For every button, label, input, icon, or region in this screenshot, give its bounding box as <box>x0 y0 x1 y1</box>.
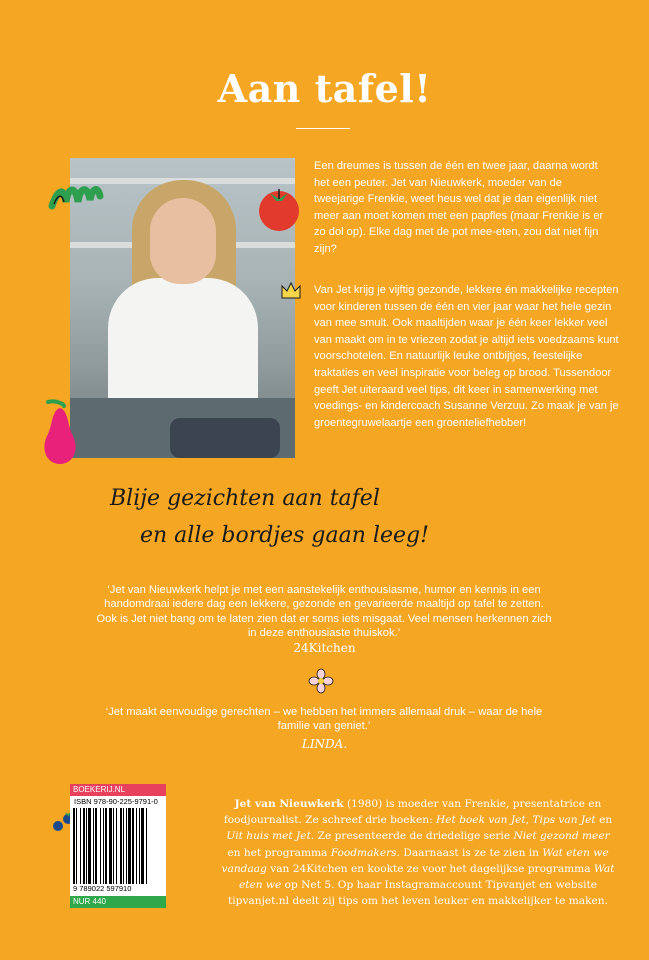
bio-show-title: Wat eten we vandaag <box>221 846 609 875</box>
publisher-band <box>70 784 166 796</box>
publisher-label: BOEKERIJ.NL <box>73 785 126 794</box>
barcode-number: 9 789022 597910 <box>73 884 132 893</box>
barcode <box>70 796 166 896</box>
nur-label: NUR 440 <box>73 897 106 906</box>
handwritten-line-2: en alle bordjes gaan leeg! <box>140 523 429 548</box>
bio-text: . Ze presenteerde de driedelige serie <box>310 830 514 843</box>
bio-text: . Daarnaast is ze te zien in <box>396 846 543 859</box>
bio-text: (1980) is moeder van Frenkie, presentatrice en foodjournalist. Ze schreef drie boeken: <box>223 798 602 827</box>
bio-text: op Net 5. Op haar Instagramaccount Tipvanjet en website tipvanjet.nl deelt zij tips om het leven leuker en makkelijker te maken. <box>228 879 608 908</box>
isbn-label: ISBN 978-90-225-9791-0 <box>74 797 158 806</box>
bio-book-title: Het boek van Jet <box>436 814 526 827</box>
bio-text: en het programma <box>227 846 331 859</box>
quote-source-linda: LINDA. <box>301 737 348 751</box>
tomato-icon <box>254 183 304 233</box>
author-bio <box>220 796 616 909</box>
title-divider <box>296 128 350 129</box>
quote-24kitchen: ‘Jet van Nieuwkerk helpt je met een aanstekelijk enthousiasme, humor en kennis in een handomdraai iedere dag een lekkere, gezonde en gevarieerde maaltijd op tafel te zetten. Ook is Jet niet bang om te laten zien dat er soms iets misgaat. Veel mensen herkennen zich in deze enthousiaste thuiskok.’ <box>96 584 552 639</box>
bio-show-title: Foodmakers <box>330 846 397 859</box>
crown-icon <box>280 280 302 300</box>
nur-band <box>70 896 166 908</box>
bio-book-title: Uit huis met Jet <box>226 830 311 843</box>
bio-show-title: Niet gezond meer <box>513 830 610 843</box>
intro-paragraph: Een dreumes is tussen de één en twee jaar, daarna wordt het een peuter. Jet van Nieuwkerk, moeder van de tweejarige Frenkie, weet heus wel dat je dan eigenlijk niet meer aan moet komen met een papfles (maar Frenkie is er zo dol op). Elke dag met de pot mee-eten, zou dat niet fijn zijn? <box>314 160 604 255</box>
bio-show-title: Wat eten we <box>238 862 615 892</box>
squiggle-icon <box>48 178 104 214</box>
page-title: Aan tafel! <box>217 66 432 111</box>
pear-icon <box>38 396 82 468</box>
barcode-bars <box>73 808 163 884</box>
bio-text: , <box>525 814 533 827</box>
bio-book-title: Tips van Jet <box>532 814 596 827</box>
body-paragraph: Van Jet krijg je vijftig gezonde, lekkere én makkelijke recepten voor kinderen tussen de één en vier jaar waar het hele gezin van mee smult. Ook maaltijden waar je één keer lekker veel van maakt om in te vriezen zodat je altijd iets voedzaams kunt voorschotelen. En natuurlijk leuke ontbijtjes, feestelijke traktaties en veel inspiratie voor beleg op brood. Tussendoor geeft Jet uiteraard veel tips, dit keer in samenwerking met voedings- en kindercoach Susanne Verzuu. Zo maak je van je groentegruwelaartje een groenteliefhebber! <box>314 284 619 429</box>
handwritten-line-1: Blije gezichten aan tafel <box>110 486 380 511</box>
quote-source-24kitchen: 24Kitchen <box>293 641 356 655</box>
bio-text: en <box>595 814 613 827</box>
bio-text: van 24Kitchen en kookte ze voor het dagelijkse programma <box>266 862 594 875</box>
flower-icon <box>308 668 334 694</box>
quote-linda: ‘Jet maakt eenvoudige gerechten – we hebben het immers allemaal druk – waar de hele familie van geniet.’ <box>105 706 543 733</box>
bio-name: Jet van Nieuwkerk <box>234 798 344 810</box>
